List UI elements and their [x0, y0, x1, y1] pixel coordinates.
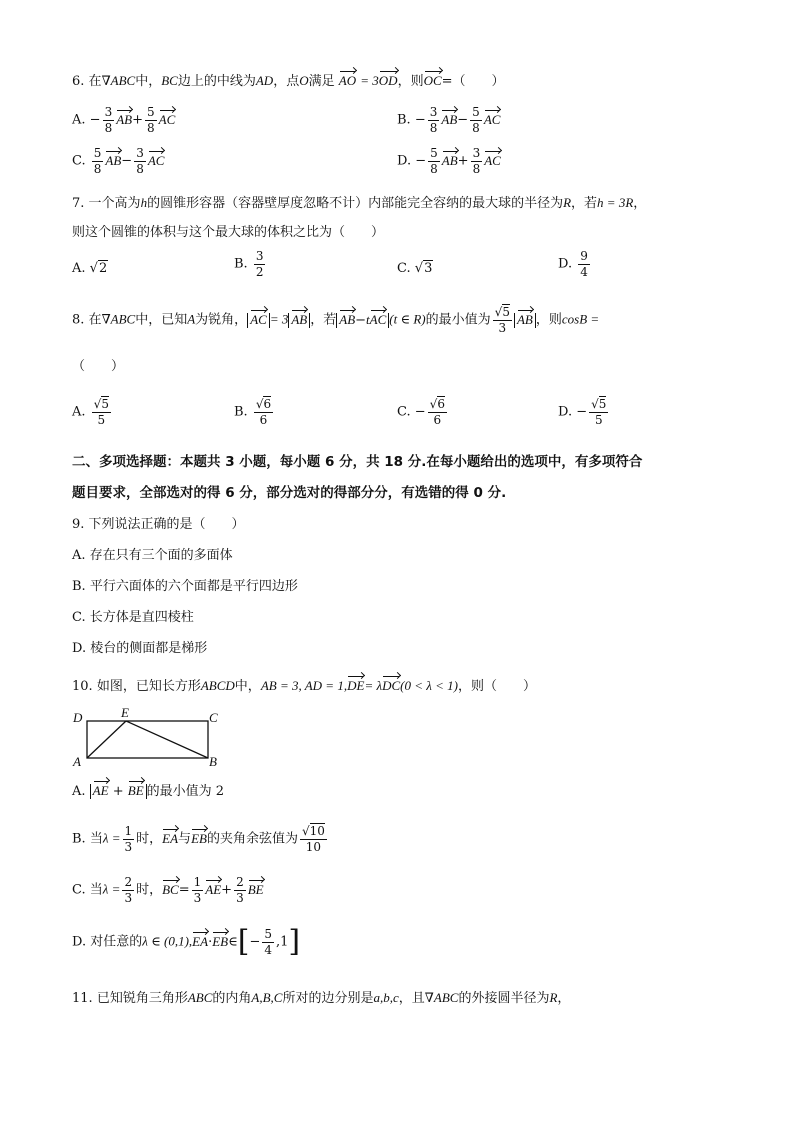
vector-ao: AO	[338, 73, 357, 88]
q8-option-a: A. $\frac{√5}{5}$	[72, 397, 109, 427]
q9-option-a: A. 存在只有三个面的多面体	[72, 548, 233, 563]
question-7-stem-line2: 则这个圆锥的体积与这个最大球的体积之比为（ ）	[72, 225, 385, 240]
question-11-stem: 11. 已知锐角三角形ABC的内角A,B,C所对的边分别是a,b,c，且∇ABC的外接圆半径为R，	[72, 990, 571, 1006]
label-a: A	[73, 754, 81, 769]
q7-option-d: D. $\frac{9}{4}$	[558, 249, 588, 279]
q6-option-b: B. − $\frac{3}{8}$ AB− $\frac{5}{8}$ AC	[397, 105, 501, 135]
q6-option-c: C. $\frac{5}{8}$ AB− $\frac{3}{8}$ AC	[72, 146, 165, 176]
vector-oc: OC	[423, 73, 442, 88]
label-c: C	[209, 710, 218, 725]
label-e: E	[121, 706, 129, 720]
q9-option-d: D. 棱台的侧面都是梯形	[72, 641, 208, 656]
segment-ae	[87, 721, 126, 758]
q7-option-c: C. √3	[397, 261, 433, 276]
question-8-stem: 8. 在∇ABC中，已知A为锐角， AC = 3 AB ，若 AB−tAC (t ∈ R)的最小值为 $\frac{√5}{3}$ AB ，则cosB =	[72, 305, 600, 335]
question-7-stem-line1: 7. 一个高为h的圆锥形容器（容器壁厚度忽略不计）内部能完全容纳的最大球的半径为R，若h = 3R，	[72, 195, 647, 211]
label-d: D	[73, 710, 83, 725]
q7-option-a: A. √2	[72, 261, 108, 276]
section-2-heading-line2: 题目要求，全部选对的得 6 分，部分选对的得部分分，有选错的得 0 分.	[72, 485, 507, 501]
q9-option-c: C. 长方体是直四棱柱	[72, 610, 194, 625]
question-6-stem: 6. 在∇ABC中，BC边上的中线为AD，点O满足 AO = 3OD，则OC=（ ）	[72, 73, 505, 89]
question-8-paren: （ ）	[72, 359, 125, 374]
segment-be	[126, 721, 208, 758]
q8-option-d: D. − $\frac{√5}{5}$	[558, 397, 607, 427]
q8-option-c: C. − $\frac{√6}{6}$	[397, 397, 445, 427]
q8-option-b: B. $\frac{√6}{6}$	[234, 397, 272, 427]
q6-option-d: D. − $\frac{5}{8}$ AB+ $\frac{3}{8}$ AC	[397, 146, 501, 176]
q10-option-c: C. 当λ = $\frac{2}{3}$ 时，BC= $\frac{1}{3}$ AE+ $\frac{2}{3}$ BE	[72, 875, 264, 905]
question-9-stem: 9. 下列说法正确的是（ ）	[72, 517, 245, 532]
q6-option-a: A. − $\frac{3}{8}$ AB+ $\frac{5}{8}$ AC	[72, 105, 176, 135]
q10-option-b: B. 当λ = $\frac{1}{3}$ 时，EA与EB的夹角余弦值为 $\frac{√10}{10}$	[72, 824, 325, 854]
rectangle-figure	[70, 706, 230, 770]
q10-option-d: D. 对任意的λ ∈ (0,1),EA·EB∈[− $\frac{5}{4}$ ,1]	[72, 924, 301, 959]
q7-option-b: B. $\frac{3}{2}$	[234, 249, 264, 279]
q9-option-b: B. 平行六面体的六个面都是平行四边形	[72, 579, 298, 594]
label-b: B	[209, 754, 217, 769]
section-2-heading-line1: 二、多项选择题：本题共 3 小题，每小题 6 分，共 18 分.在每小题给出的选项中，有多项符合	[72, 454, 643, 470]
vector-od: OD	[378, 73, 398, 88]
question-10-stem: 10. 如图，已知长方形ABCD中，AB = 3, AD = 1,DE= λDC(0 < λ < 1)，则（ ）	[72, 678, 537, 694]
rectangle-abcd	[87, 721, 208, 758]
q10-option-a: A. AE + BE 的最小值为 2	[72, 783, 225, 799]
